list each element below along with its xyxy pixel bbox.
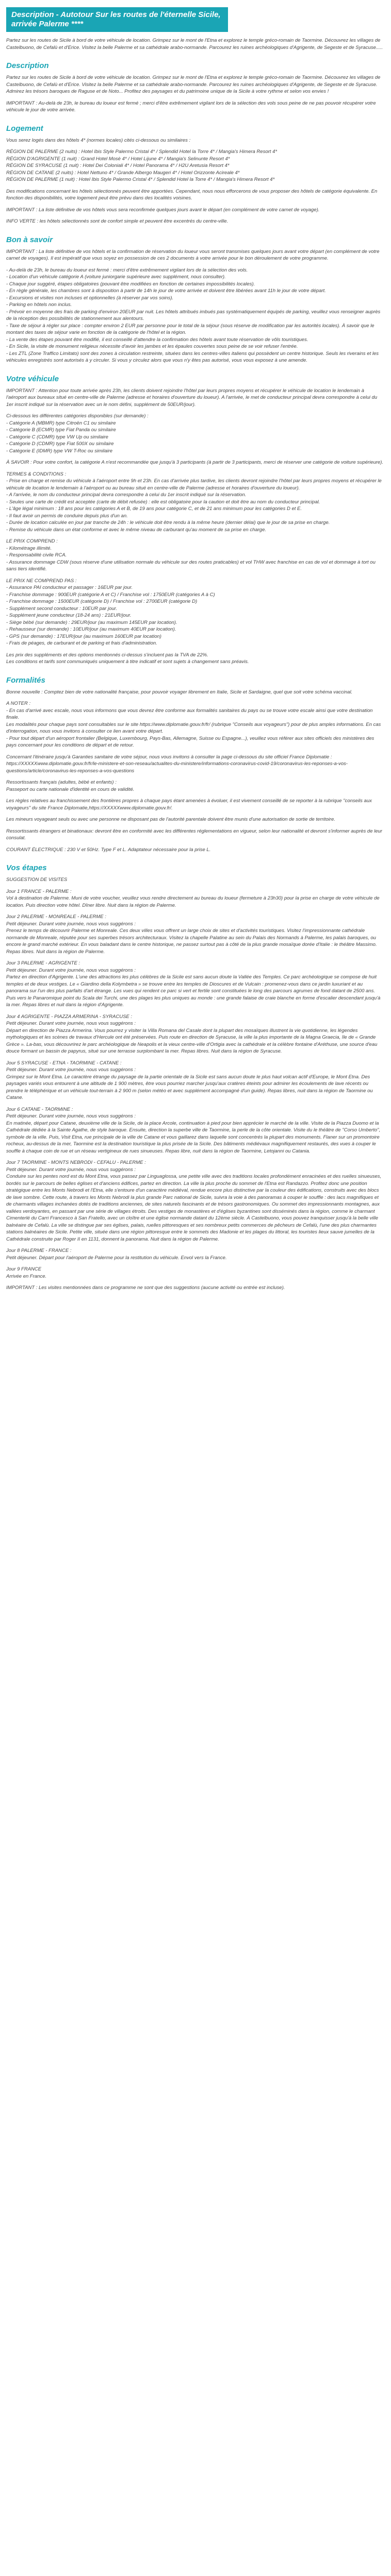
section-paragraph: IMPORTANT : La liste définitive de vos hôtels vous sera reconfirmée quelques jours avant le départ (en complément de votre carnet de voyage). xyxy=(6,207,320,213)
section-paragraph: IMPORTANT : Au-delà de 23h, le bureau du loueur est fermé ; merci d'être extrêmement vigilant lors de la sélection des vols sous peine de ne pas pouvoir récupérer votre véhicule le jour de votre arrivée. xyxy=(6,100,378,113)
section-paragraph: Partez sur les routes de Sicile à bord de votre véhicule de location. Grimpez sur le mont de l'Etna et explorez le temple gréco-romain de Taormine. Découvrez les villages de Castelbuono, de Cefalù et d'Erice. Visitez la belle Palerme et sa cathédrale arabo-normande. Parcourez les ruines archéologiques d'Agrigente, de Segeste et de Syracuse. Admirez les trésors baroques de Raguse et de Noto... Profitez des paysages et du patrimoine unique de la Sicile à votre rythme et selon vos envies ! xyxy=(6,75,382,94)
section-paragraph: Les règles relatives au franchissement des frontières propres à chaque pays étant amenées à évoluer, il est vivement conseillé de se reporter à la rubrique "conseils aux voyageurs" du site France Diplomatie,https://XXXXXwww.diplomatie.gouv.fr/. xyxy=(6,798,373,811)
section-heading: Votre véhicule xyxy=(6,374,59,383)
section-paragraph: IMPORTANT : La liste définitive de vos hôtels et la confirmation de réservation du loueur vous seront transmises quelques jours avant votre départ (en complément de votre carnet de voyages). Il est impératif que vous soyez en possession de ces 2 documents à votre arrivée pour le bon déroulement de votre programme. xyxy=(6,248,381,261)
section-paragraph: Jour 4 AGRIGENTE - PIAZZA ARMERINA - SYRACUSE : Petit déjeuner. Durant votre journée, nous vous suggérons : Départ en direction de Piazza Armerina. Vous pourrez y visiter la Villa Romana del Casale dont la plupart des mosaïques illustrent la vie quotidienne, les légendes mythologiques et les scènes de travaux d'Hercule ont été préservées. Puis route en direction de Syracuse, la ville la plus importante de la Magna Graecia, île de « Grande Grèce ». La-bas, vous découvrirez le parc archéologique de Neapolis et la vieux centre-ville d'Ortigia avec la cathédrale et la célèbre fontaine d'Aréthuse, une source d'eau douce formant un bassin de papyrus, situé sur une terrasse surplombant la mer. Repas libres. Nuit dans la région de Syracuse. xyxy=(6,1013,378,1054)
section-paragraph: Jour 7 TAORMINE - MONTS NEBRODI - CEFALU - PALERME : Petit déjeuner. Durant votre journée, nous vous suggérons : Conduire sur les pentes nord est du Mont Etna, vous passez par Linguaglossa, une petite ville avec des traditions locales profondément enracinées et des ruelles sinueuses, bordés sur le parcours de belles églises et d'anciens édifices, partez en direction. La ville la plus proche du sommet de l'Etna est Randazzo. Profitez donc une position stratégique entre les Monts Nebrodi et l'Etna, elle s'entoure d'un caractère médiéval, rendue encore plus distinctive par la couleur des édifications, construits avec des blocs de lave sombre. Cette route, à travers les Monts Nebrodi la plus grande Parc national de Sicile, suivra la voie à des panoramas à couper le souffle : des lacs magnifiques et de charmants villages inchanées dotés de traditions anciennes, de sites naturels fascinants et de trésors gastronomiques. Ou sommet des impressionnants montagnes, aux vallées verdoyantes, en passant par une série de villages étroits. Des vestiges de monastères et d'églises byzantines sont disséminés dans la région, comme le charmant Cimenterlé du Carri Francesco à San Fratello, avec un cloître et une église normande datant du 12ème siècle. À Castelbuono, vous pouvez tranquisser jusqu'à la belle ville balnéaire de Cefalù. La ville se distingue par ses églises, palais, ruelles pittoresques et ses nombreux petits commerces de pêcheurs de Cefalù, l'une des plus charmantes stations balnéaires de Sicile. Petite ville, située dans une région pittoresque entre le sommets des Madonie et les plages du littoral, les touristes lieux sauve jumelles de la Cathédrale construite par Roger II en 1131, donnent la panorama. Nuit dans la région de Palerme. xyxy=(6,1160,382,1242)
section-paragraph: RÉGION DE PALERME (2 nuits) : Hotel Ibis Style Palermo Cristal 4* / Splendid Hotel la Torre 4* / Mangia's Himera Resort 4* RÉGION D'AGRIGENTE (1 nuit) : Grand Hotel Mosè 4* / Hotel Lijune 4* / Mangia's Selinunte Resort 4* RÉGION DE SYRACUSE (1 nuit) : Hotel Dei Coloniali 4* / Hotel Panorama 4* / H2U Aretusia Resort 4* RÉGION DE CATANE (2 nuits) : Hotel Nettuno 4* / Grande Albergo Maugeri 4* / Hotel Orizzonte Acireale 4* RÉGION DE PALERME (1 nuit) : Hotel Ibis Style Palermo Cristal 4* / Splendid Hotel la Torre 4* / Mangia's Himera Resort 4* xyxy=(6,149,278,182)
section-heading: Vos étapes xyxy=(6,863,47,872)
section-paragraph: Concernant l'itinéraire jusqu'à Garanties sanitaire de votre séjour, nous vous invitons à consulter la page ci-dessous du site officiel France Diplomatie : https://XXXXXwww.diplomatie.gouv.fr/fr/le-ministere-et-son-reseau/actualites-du-ministere/informations-coronavirus-covid-19/coronavirus-les-reponses-a-vos-questions/article/coronavirus-les-reponses-a-vos-questions xyxy=(6,754,348,774)
section-paragraph: IMPORTANT : Attention pour toute arrivée après 23h, les clients doivent rejoindre l'hôtel par leurs propres moyens et récupérer le véhicule de location le lendemain à l'aéroport aux bureaux situé en centre-ville de Palerme (adresse et horaires d'ouverture du loueur). A l'arrivée, le met de conducteur principal devra correspondre à celui du 1er inscrit indiqué sur la réservation avec un le nom défini, supplément de 50EUR/jour). xyxy=(6,387,379,408)
section-paragraph: A NOTER : - En cas d'arrivé avec escale, nous vous informons que vous devrez être conforme aux formalités sanitaires du pays ou se trouve votre escale ainsi que votre destination finale. Les modalités pour chaque pays sont consultables sur le site https://www.diplomatie.gouv.fr/fr/ (rubrique "Conseils aux voyageurs") pour de plus amples informations. En cas d'interrogation, nous vous invitons à consulter ce lien avant votre départ. - Pour tout départ d'un aéroport frontalier (Belgique, Luxembourg, Pays-Bas, Allemagne, Suisse ou Espagne...), veuillez vous référer aux sites officiels des ministères des pays concernant pour les conditions de départ et de retour. xyxy=(6,701,381,748)
section-paragraph: LE PRIX NE COMPREND PAS : - Assurance PAI conducteur et passager : 16EUR par jour. - Franchise dommage : 900EUR (catégorie A et C) / Franchise vol : 1750EUR (catégories A à C) - Franchise dommage : 1500EUR (catégorie D) / Franchise vol : 2700EUR (catégorie D) - Supplément second conducteur : 10EUR par jour. - Supplément jeune conducteur (18-24 ans) : 21EUR/jour. - Siège bébé (sur demande) : 29EUR/jour (au maximum 145EUR par location). - Rehausseur (sur demande) : 10EUR/jour (au maximum 40EUR par location). - GPS (sur demande) : 17EUR/jour (au maximum 160EUR par location) - Frais de péages, de carburant et de parking et frais d'administration. xyxy=(6,578,215,646)
section-paragraph: SUGGESTION DE VISITES xyxy=(6,877,68,883)
section-paragraph: Jour 3 PALERME - AGRIGENTE : Petit déjeuner. Durant votre journée, nous vous suggérons : Partez en direction d'Agrigente. L'une des attractions les plus célèbres de la Sicile est sans aucun doute la Vallée des Temples. Ce parc archéologique se compose de huit temples et de deux vestiges. Le « Giardino della Kolymbetra » se trouve entre les temples de Dioscures et de Vulcain : promenez-vous dans ce jardin luxuriant et au panorama sur l'un des plus parfaits d'art étrange. Les vues qui rendent ce parc si vert et fertile sont constituées le long des parcours agrumes de fond datant de 2500 ans. Puis vers le Panaromique point du Scala dei Turchi, une des plages les plus uniques au monde : une grande falaise de craie blanche en forme d'escalier descendant jusqu'à la mer. Repas libres et nuit dans la région d'Agrigente. xyxy=(6,960,381,1008)
section-paragraph: Jour 8 PALERME - FRANCE : Petit déjeuner. Départ pour l'aéroport de Palerme pour la restitution du véhicule. Envol vers la France. xyxy=(6,1248,227,1261)
section-paragraph: Jour 1 FRANCE - PALERME : Vol à destination de Palerme. Muni de votre voucher, veuillez vous rendre directement au bureau du loueur (fermeture à 23h30) pour la prise en charge de votre véhicule de location. Puis direction votre hôtel. Dîner libre. Nuit dans la région de Palerme. xyxy=(6,888,380,908)
section-paragraph: - Au-delà de 23h, le bureau du loueur est fermé : merci d'être extrêmement vigilant lors de la sélection des vols. - Location d'un véhicule catégorie A (voiture juniorgarie supérieure avec supplément, nous consulter). - Chaque jour suggéré, étapes obligatoires (pouvant être modifiées en fonction de certaines impossibilités locales). - En règle générale, les chambres sont à disposition à partir de 14h le jour de votre arrivée et doivent être libérées avant 11h le jour de votre départ. - Excursions et visites non incluses et optionnelles (à réserver par vos soins). - Parking en hôtels non inclus. - Prévoir en moyenne des frais de parking d'environ 20EUR par nuit. Les hôtels attribués imbués pas systématiquement équipés de parking, veuillez vous renseigner auprès de la réception des possibilités de stationnement aux alentours. - Taxe de séjour à régler sur place : compter environ 2 EUR par personne pour le total de la séjour (sous réserve de modification par les autorités locales). À savoir que le montant des taxes de séjour varie en fonction de la catégorie de l'hôtel et la région. - La vente des étapes pouvant être modifié, il est conseillé d'attendre la confirmation des hôtels avant toute réservation de vôls touristiques. - En Sicile, la visite de monument religieux nécessite d'avoir les jambes et les épaules couvertes sous peine de se voir refuser l'entrée. - Les ZTL (Zone Traffico Limitato) sont des zones à circulation restreinte, situées dans les centres-villes italiens qui possèdent un centre historique. Seuls les riverains et les véhicules enregistrés sont autorisés à y circuler. Si vous y circulez alors que vous n'y êtes pas autorisé, vous vous exposez à une amende. xyxy=(6,267,381,363)
section-paragraph: À SAVOIR : Pour votre confort, la catégorie A n'est recommandée que jusqu'à 3 participants (à partir de 3 participants, merci de réserver une catégorie de voiture supérieure). xyxy=(6,460,384,465)
section-paragraph: Jour 2 PALERME - MONREALE - PALERME : Petit déjeuner. Durant votre journée, nous vous suggérons : Prenez le temps de découvrir Palerme et Monreale. Ces deux villes vous offrent un large choix de sites et d'activités touristiques. Visitez l'impressionnante cathédrale normande de Monreale, réputée pour ses superbes trésors architecturaux. Visitez la chapelle Palatine au sein du Palais des Normands à Palerme, les palais baroques, ou encore le grand marché extérieur. En vous baladant dans le centre historique, ne passez surtout pas à côté de la plus grande mosaïque dorée d'Italie : le théâtre Massimo. Repas libres. Nuit dans la région de Palerme. xyxy=(6,914,377,955)
section-paragraph: INFO VERTE : les hôtels sélectionnés sont de confort simple et peuvent être excentrés du centre-ville. xyxy=(6,218,229,224)
section xyxy=(6,124,385,225)
section-heading: Formalités xyxy=(6,675,45,685)
section-paragraph: Jour 9 FRANCE Arrivée en France. xyxy=(6,1266,47,1279)
section-paragraph: Vous serez logés dans des hôtels 4* (normes locales) cités ci-dessous ou similaires : xyxy=(6,137,191,143)
intro-paragraph: Partez sur les routes de Sicile à bord de votre véhicule de location. Grimpez sur le mont de l'Etna et explorez le temple gréco-romain de Taormine. Découvrez les villages de Castelbuono, de Cefalù et d'Erice. Visitez la belle Palerme et sa cathédrale arabo-normande. Parcourez les ruines archéologiques d'Agrigente, de Segeste et de Syracuse..... xyxy=(6,38,383,50)
section xyxy=(6,676,385,854)
section-paragraph: Les mineurs voyageant seuls ou avec une personne ne disposant pas de l'autorité parentale doivent être munis d'une autorisation de sortie de territoire. xyxy=(6,817,335,822)
section xyxy=(6,863,385,1292)
section-paragraph: Jour 6 CATANE - TAORMINE : Petit déjeuner. Durant votre journée, nous vous suggérons : En matinée, départ pour Catane, deuxième ville de la Sicile, de la place Arcole, continuation à pied pour bien apprécier le marché de la ville. Visite de la Piazza Duomo et la Cathédrale dédiée à la Sainte Agathe, de style baroque. Ensuite, direction la superbe ville de Taormine, la perle de la côte orientale. Visite du le théâtre de "Corso Umberto", symbole de la ville. Puis, Visit Etna, rue principale de la ville de Catane et vous gaillarez dans laquelle sont concentrés la plupart des monuments. Flaner sur un promontoire rocheux, au-dessus de la mer, Taormine est la destination touristique la plus prisée de la Sicile. Des bâtiments médiévaux magnifiquement restaurés, des vues à couper le souffle à chaque coin de rue et un réseau vertigineux de rues sinueuses. Repas libre, nuit dans la région de Taormine, Letojanni ou Catania. xyxy=(6,1106,381,1154)
intro xyxy=(6,37,385,51)
sections xyxy=(6,61,385,1292)
section-paragraph: IMPORTANT : Les visites mentionnées dans ce programme ne sont que des suggestions (aucune activité ou entrée est incluse). xyxy=(6,1285,285,1291)
section-paragraph: LE PRIX COMPREND : - Kilométrage illimité. - Responsabilité civile RCA. - Assurance dommage CDW (sous réserve d'une utilisation normale du véhicule sur des routes praticables) et vol THW avec franchise en cas de vol et dommage à tort ou sans tiers identifié. xyxy=(6,538,376,572)
section-paragraph: COURANT ÉLECTRIQUE : 230 V et 50Hz. Type F et L. Adaptateur nécessaire pour la prise L. xyxy=(6,846,211,853)
section xyxy=(6,375,385,666)
section-paragraph: Bonne nouvelle : Comptez bien de votre nationalité française, pour pouvoir voyager librement en Italie, Sicile et Sardaigne, quel que soit votre schéma vaccinal. xyxy=(6,689,353,695)
page-title: Description - Autotour Sur les routes de l'éternelle Sicile, arrivée Palerme **** xyxy=(6,7,228,32)
section-heading: Bon à savoir xyxy=(6,235,53,244)
section-paragraph: TERMES & CONDITIONS : - Prise en charge et remise du véhicule à l'aéroport entre 9h et 23h. En cas d'arrivée plus tardive, les clients devront rejoindre l'hôtel par leurs propres moyens et récupérer le véhicule de location le lendemain à l'aéroport ou au bureau situé en centre-ville de Palerme (adresse et horaires d'ouverture du loueur). - A l'arrivée, le nom du conducteur principal devra correspondre à celui du 1er inscrit indiqué sur la réservation. - Seules une carte de crédit est acceptée (carte de débit refusée) : elle est obligatoire pour la caution et doit être au nom du conducteur principal. - L'âge légal minimum : 18 ans pour les catégories A et B, de 19 ans pour catégorie C, et de 21 ans minimum pour les catégories D et E. - Il faut avoir un permis de conduire depuis plus d'un an. - Durée de location calculée en jour par tranche de 24h : le véhicule doit être rendu à la même heure (dernier délai) que le jour de sa prise en charge. - Remise du véhicule dans un état conforme et avec le même niveau de carburant qu'au moment de sa prise en charge. xyxy=(6,471,382,533)
section-paragraph: Ci-dessous les différentes catégories disponibles (sur demande) : - Catégorie A (MBMR) type Citroën C1 ou similaire - Catégorie B (ECMR) type Fiat Panda ou similaire - Catégorie C (CDMR) type VW Up ou similaire - Catégorie D (CDMR) type Fiat 500X ou similaire - Catégorie E (IDMR) type VW T-Roc ou similaire xyxy=(6,413,149,454)
section-paragraph: Ressortissants étrangers et binationaux: devront être en conformité avec les différentes réglementations en vigueur, selon leur nationalité et devront s'informer auprès de leur consulat. xyxy=(6,828,384,841)
section-heading: Logement xyxy=(6,124,43,133)
section-paragraph: Jour 5 SYRACUSE - ETNA - TAORMINE - CATANE : Petit déjeuner. Durant votre journée, nous vous suggérons : Grimpez sur le Mont Etna. Le caractère étrange du paysage de la partie orientale de la Sicile est sans aucun doute le plus haut volcan actif d'Europe, le Mont Etna. Des paysages variés vous entourent à une altitude de 1 900 mètres, être vous pourriez marcher jusqu'aux cratères éteints pour admirer les écoulements de lave récents ou prendre le téléphérique et un véhicule tout-terrain à 2 900 m (selon météo et avec supplément accompagné d'un guide). Repas libres, nuit dans la région de Taormine ou Catane. xyxy=(6,1060,373,1100)
section-paragraph: Des modifications concernant les hôtels sélectionnés peuvent être apportées. Cependant, nous nous efforcerons de vous proposer des hôtels de catégorie équivalente. En fonction des disponibilités, votre logement peut être prévu dans des localités voisines. xyxy=(6,188,379,201)
section xyxy=(6,235,385,364)
section xyxy=(6,61,385,114)
section-paragraph: Les prix des suppléments et des options mentionnés ci-dessus s'incluent pas la TVA de 22%. Les conditions et tarifs sont communiqués uniquement à titre indicatif et sont sujets à changement sans préavis. xyxy=(6,652,249,665)
section-paragraph: Ressortissants français (adultes, bébé et enfants) : Passeport ou carte nationale d'identité en cours de validité. xyxy=(6,779,135,792)
section-heading: Description xyxy=(6,61,49,70)
